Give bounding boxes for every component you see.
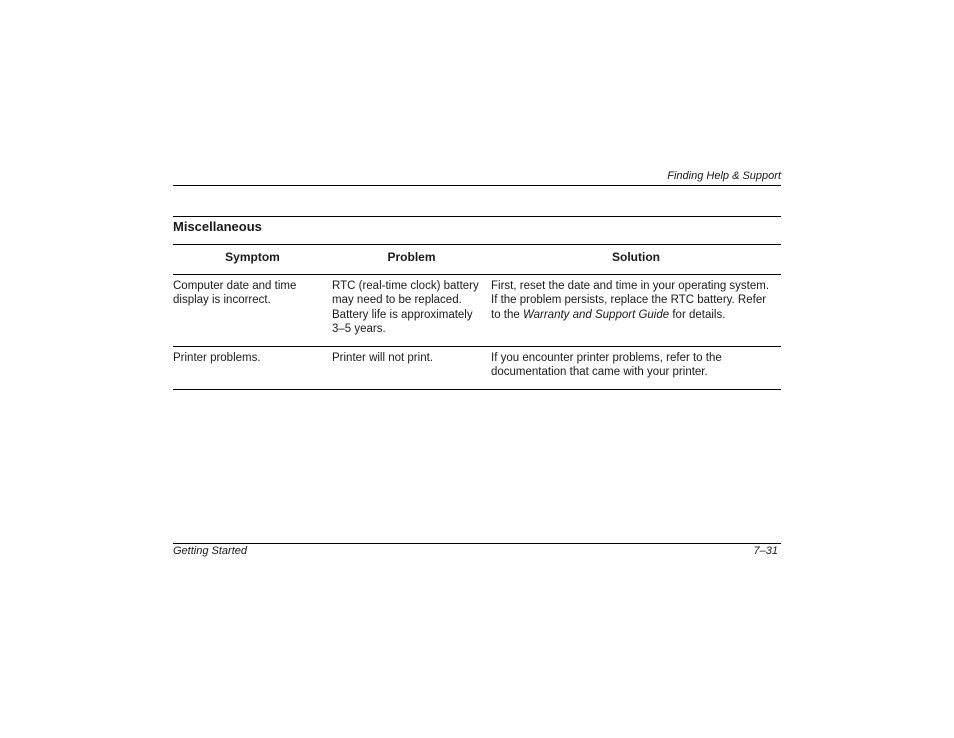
column-header-symptom: Symptom (173, 245, 332, 275)
table-row (173, 346, 781, 389)
footer-book-title: Getting Started (173, 545, 247, 557)
section-title: Miscellaneous (173, 219, 262, 234)
problem-cell: Printer will not print. (332, 346, 491, 389)
solution-text-end: for details. (669, 308, 726, 321)
header-rule (173, 185, 781, 186)
symptom-cell: Printer problems. (173, 346, 332, 389)
solution-cell: If you encounter printer problems, refer to the documentation that came with your printer. (491, 346, 781, 389)
running-header: Finding Help & Support (667, 170, 781, 182)
troubleshooting-table (173, 244, 781, 390)
column-header-problem: Problem (332, 245, 491, 275)
column-header-solution: Solution (491, 245, 781, 275)
problem-cell: RTC (real-time clock) battery may need to be replaced. Battery life is approximately 3–5 years. (332, 274, 491, 346)
table-row (173, 274, 781, 346)
table-header-row (173, 245, 781, 275)
section-rule (173, 216, 781, 217)
solution-text: First, reset the date and time in your operating system. If the problem persists, replace the RTC battery. Refer to the (491, 279, 770, 321)
symptom-cell: Computer date and time display is incorrect. (173, 274, 332, 346)
page-number: 7–31 (753, 545, 778, 557)
solution-cell (491, 274, 781, 346)
guide-title: Warranty and Support Guide (522, 308, 670, 321)
